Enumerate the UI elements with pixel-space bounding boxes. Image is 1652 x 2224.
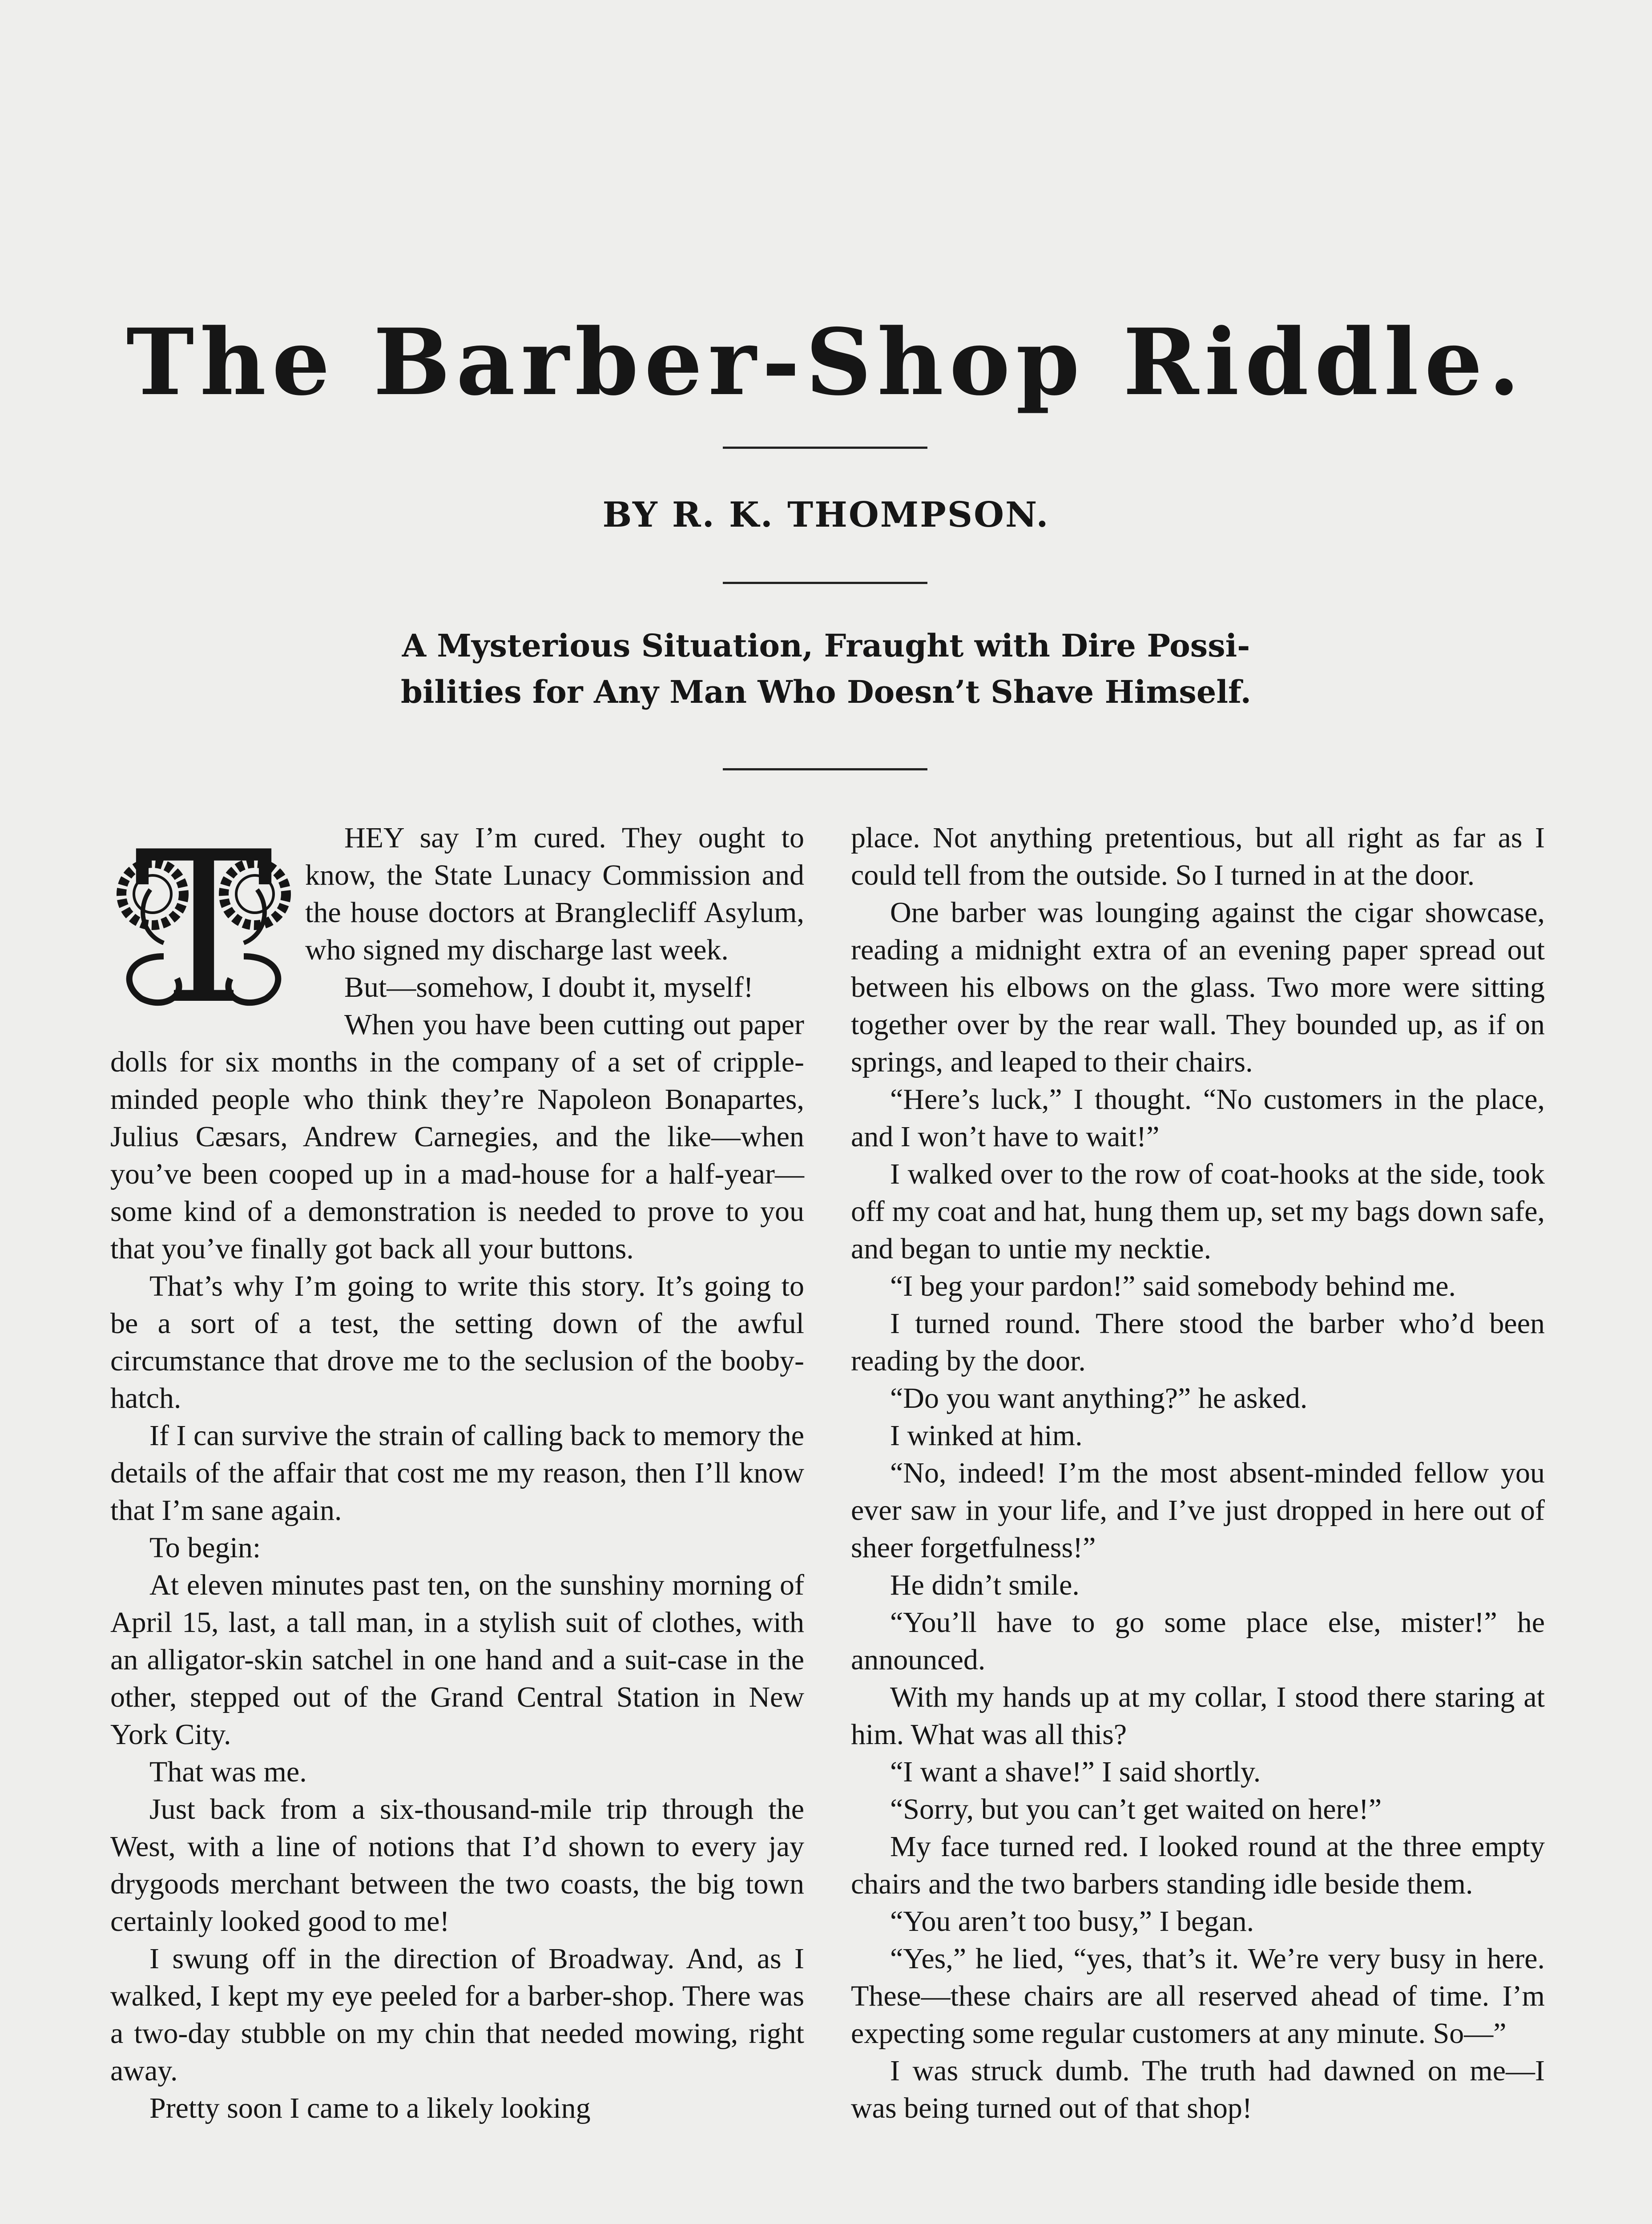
right-paragraph: “No, indeed! I’m the most absent-minded fellow you ever saw in your life, and I’ve just dropped in here out of sheer forgetfulness!” — [851, 1457, 1545, 1564]
left-paragraph: Just back from a six-thousand-mile trip through the West, with a line of notions that I’d shown to every jay drygoods merchant between the two coasts, the big town certainly looked good to me! — [110, 1793, 804, 1938]
left-paragraph: That’s why I’m going to write this story. It’s going to be a sort of a test, the setting down of the awful circumstance that drove me to the seclusion of the booby-hatch. — [110, 1270, 804, 1414]
left-paragraph: That was me. — [149, 1756, 307, 1788]
left-paragraph: I swung off in the direction of Broadway. And, as I walked, I kept my eye peeled for a barber-shop. There was a two-day stubble on my chin that needed mowing, right away. — [110, 1942, 804, 2087]
left-paragraph: At eleven minutes past ten, on the sunshiny morning of April 15, last, a tall man, in a stylish suit of clothes, with an alligator-skin satchel in one hand and a suit-case in the other, stepped out of the Grand Central Station in New York City. — [110, 1569, 804, 1751]
article-subtitle — [0, 623, 1652, 715]
right-paragraph: “I beg your pardon!” said somebody behind me. — [890, 1270, 1456, 1302]
ornamental-drop-cap — [110, 823, 297, 1013]
right-paragraph: One barber was lounging against the cigar showcase, reading a midnight extra of an evening paper spread out between his elbows on the glass. Two more were sitting together over by the rear wall. They bounded up, as if on springs, and leaped to their chairs. — [851, 896, 1545, 1078]
drop-cap-letter: T — [134, 823, 274, 1013]
right-paragraph: I was struck dumb. The truth had dawned on me—I was being turned out of that shop! — [851, 2055, 1545, 2124]
right-paragraph: “Yes,” he lied, “yes, that’s it. We’re very busy in here. These—these chairs are all reserved ahead of time. I’m expecting some regular customers at any minute. So—” — [851, 1942, 1545, 2050]
left-column — [110, 819, 804, 2127]
continued-paragraph: place. Not anything pretentious, but all right as far as I could tell from the outside. So I turned in at the door. — [851, 822, 1545, 891]
subtitle-line-1: A Mysterious Situation, Fraught with Dire Possi- — [402, 627, 1250, 664]
right-paragraph: “I want a shave!” I said shortly. — [890, 1756, 1261, 1788]
drop-cap-ornament-icon — [110, 823, 297, 1013]
right-paragraph: “Do you want anything?” he asked. — [890, 1382, 1308, 1414]
right-paragraph: I turned round. There stood the barber who’d been reading by the door. — [851, 1307, 1545, 1377]
right-paragraph: He didn’t smile. — [890, 1569, 1080, 1601]
title-divider — [723, 447, 927, 449]
right-paragraph: I winked at him. — [890, 1419, 1083, 1452]
opening-paragraph: HEY say I’m cured. They ought to know, the State Lunacy Commission and the house doctors at Branglecliff Asylum, who signed my discharge last week. — [305, 822, 804, 966]
subtitle-line-2: bilities for Any Man Who Doesn’t Shave Himself. — [401, 673, 1251, 710]
byline-divider — [723, 582, 927, 584]
right-paragraph: With my hands up at my collar, I stood there staring at him. What was all this? — [851, 1681, 1545, 1751]
left-paragraph: If I can survive the strain of calling back to memory the details of the affair that cost me my reason, then I’ll know that I’m sane again. — [110, 1419, 804, 1527]
right-paragraph: “Here’s luck,” I thought. “No customers in the place, and I won’t have to wait!” — [851, 1083, 1545, 1153]
right-paragraph: I walked over to the row of coat-hooks at the side, took off my coat and hat, hung them up, set my bags down safe, and began to untie my necktie. — [851, 1158, 1545, 1265]
subtitle-divider — [723, 768, 927, 770]
right-paragraph: “Sorry, but you can’t get waited on here!” — [890, 1793, 1382, 1825]
right-paragraph: “You aren’t too busy,” I began. — [890, 1905, 1254, 1938]
byline: BY R. K. THOMPSON. — [602, 495, 1050, 535]
left-paragraph: Pretty soon I came to a likely looking — [149, 2092, 591, 2124]
left-paragraph: To begin: — [149, 1531, 261, 1564]
left-paragraph: But—somehow, I doubt it, myself! — [344, 971, 753, 1003]
left-paragraph: When you have been cutting out paper dolls for six months in the company of a set of cripple-minded people who think they’re Napoleon Bonapartes, Julius Cæsars, Andrew Carnegies, and the like—when you’ve been cooped up in a mad-house for a half-year—some kind of a demonstration is needed to prove to you that you’ve finally got back all your buttons. — [110, 1008, 804, 1265]
right-column — [851, 819, 1545, 2127]
right-paragraph: My face turned red. I looked round at the three empty chairs and the two barbers standing idle beside them. — [851, 1830, 1545, 1900]
right-paragraph: “You’ll have to go some place else, mister!” he announced. — [851, 1606, 1545, 1676]
article-title: The Barber-Shop Riddle. — [126, 309, 1526, 416]
